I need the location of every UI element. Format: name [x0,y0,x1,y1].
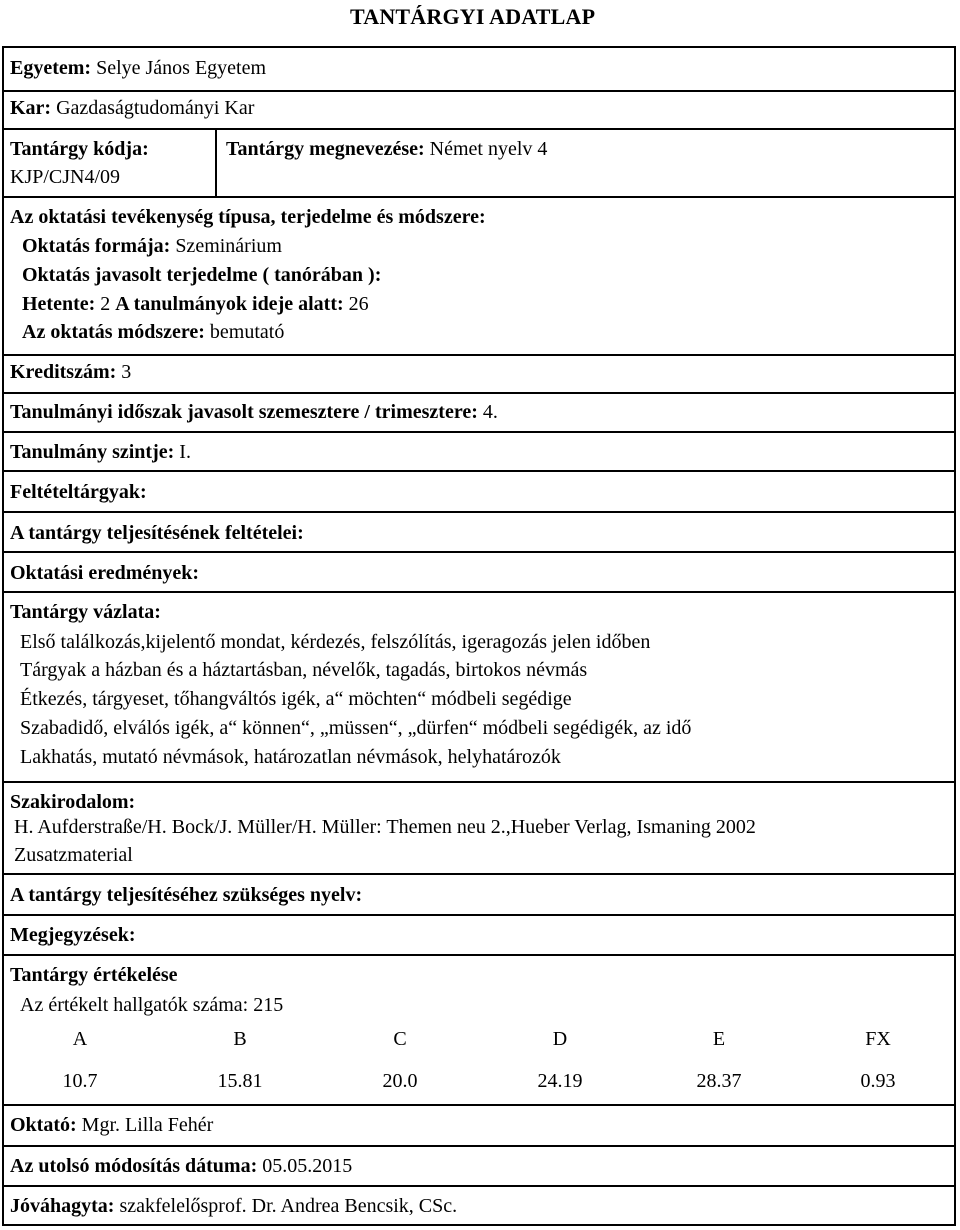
last-modified-label: Az utolsó módosítás dátuma: [10,1155,258,1177]
last-modified-row [10,1156,352,1176]
teaching-hours-row [22,294,369,314]
teaching-method-row [22,322,284,342]
grade-header: A [72,1028,88,1050]
teacher-value: Mgr. Lilla Fehér [81,1114,214,1136]
faculty-label: Kar: [10,97,52,119]
university-row [10,58,266,78]
faculty-row [10,98,254,118]
credits-value: 3 [121,361,132,383]
literature-item: H. Aufderstraße/H. Bock/J. Müller/H. Müller: Themen neu 2.,Hueber Verlag, Ismaning 2002 [14,816,756,838]
method-value: bemutató [209,321,285,343]
grade-value: 28.37 [696,1070,742,1092]
divider [2,954,956,956]
grade-header: D [552,1028,568,1050]
notes-label: Megjegyzések: [10,924,136,946]
divider [2,392,956,394]
teaching-form-row [22,236,282,256]
teaching-title: Az oktatási tevékenység típusa, terjedelme és módszere: [10,206,486,228]
divider [2,196,956,198]
divider [2,1104,956,1106]
last-modified-value: 05.05.2015 [262,1155,353,1177]
grade-header: B [233,1028,247,1050]
weekly-label: Hetente: [22,293,96,315]
outline-item: Étkezés, tárgyeset, tőhangváltós igék, a“ möchten“ módbeli segédige [20,688,572,710]
outline-item: Szabadidő, elválós igék, a“ können“, „müssen“, „dürfen“ módbeli segédigék, az idő [20,717,692,739]
teacher-label: Oktató: [10,1114,77,1136]
level-row [10,442,191,462]
semester-label: Tanulmányi időszak javasolt szemesztere / trimesztere: [10,401,478,423]
outline-item: Lakhatás, mutató névmások, határozatlan névmások, helyhatározók [20,746,561,768]
divider [2,591,956,593]
grade-value: 15.81 [217,1070,263,1092]
semester-value: 4. [482,401,498,423]
grade-value: 0.93 [860,1070,896,1092]
divider [2,781,956,783]
evaluated-count: Az értékelt hallgatók száma: 215 [20,994,284,1016]
grade-value: 10.7 [62,1070,98,1092]
divider [2,470,956,472]
grade-value: 20.0 [382,1070,418,1092]
grade-value: 24.19 [537,1070,583,1092]
grade-header: FX [865,1028,891,1050]
approved-label: Jóváhagyta: [10,1195,115,1217]
method-label: Az oktatás módszere: [22,321,205,343]
outcomes-label: Oktatási eredmények: [10,562,200,584]
page-title: TANTÁRGYI ADATLAP [350,4,596,29]
course-code-label: Tantárgy kódja: [10,138,149,160]
credits-row [10,362,131,382]
university-label: Egyetem: [10,57,92,79]
divider [2,90,956,92]
divider [2,551,956,553]
conditions-label: A tantárgy teljesítésének feltételei: [10,522,304,544]
divider [2,128,956,130]
teacher-row [10,1115,213,1135]
outline-label: Tantárgy vázlata: [10,601,161,623]
outline-item: Első találkozás,kijelentő mondat, kérdezés, felszólítás, igeragozás jelen időben [20,631,651,653]
approved-value: szakfelelősprof. Dr. Andrea Bencsik, CSc. [119,1195,458,1217]
level-label: Tanulmány szintje: [10,441,175,463]
divider [2,1185,956,1187]
grade-header: C [393,1028,407,1050]
faculty-value: Gazdaságtudományi Kar [56,97,255,119]
course-name-label: Tantárgy megnevezése: [226,138,425,160]
evaluation-label: Tantárgy értékelése [10,964,178,986]
divider [2,873,956,875]
outline-item: Tárgyak a házban és a háztartásban, névelők, tagadás, birtokos névmás [20,659,588,681]
level-value: I. [179,441,191,463]
course-name-value: Német nyelv 4 [429,138,548,160]
university-value: Selye János Egyetem [96,57,267,79]
teaching-extent-label: Oktatás javasolt terjedelme ( tanórában ): [22,264,382,286]
course-name-row [226,139,547,159]
divider [2,511,956,513]
total-label: A tanulmányok ideje alatt: [115,293,344,315]
divider [2,1145,956,1147]
literature-label: Szakirodalom: [10,791,136,813]
literature-item: Zusatzmaterial [14,844,133,866]
course-code-value: KJP/CJN4/09 [10,166,121,188]
divider [2,354,956,356]
language-label: A tantárgy teljesítéséhez szükséges nyelv: [10,884,363,906]
grade-header: E [712,1028,726,1050]
divider [2,431,956,433]
divider [2,914,956,916]
teaching-form-label: Oktatás formája: [22,235,171,257]
weekly-value: 2 [100,293,111,315]
semester-row [10,402,498,422]
teaching-form-value: Szeminárium [175,235,282,257]
prerequisites-label: Feltételtárgyak: [10,481,147,503]
approved-row [10,1196,457,1216]
total-value: 26 [348,293,369,315]
credits-label: Kreditszám: [10,361,117,383]
column-divider [215,130,217,198]
